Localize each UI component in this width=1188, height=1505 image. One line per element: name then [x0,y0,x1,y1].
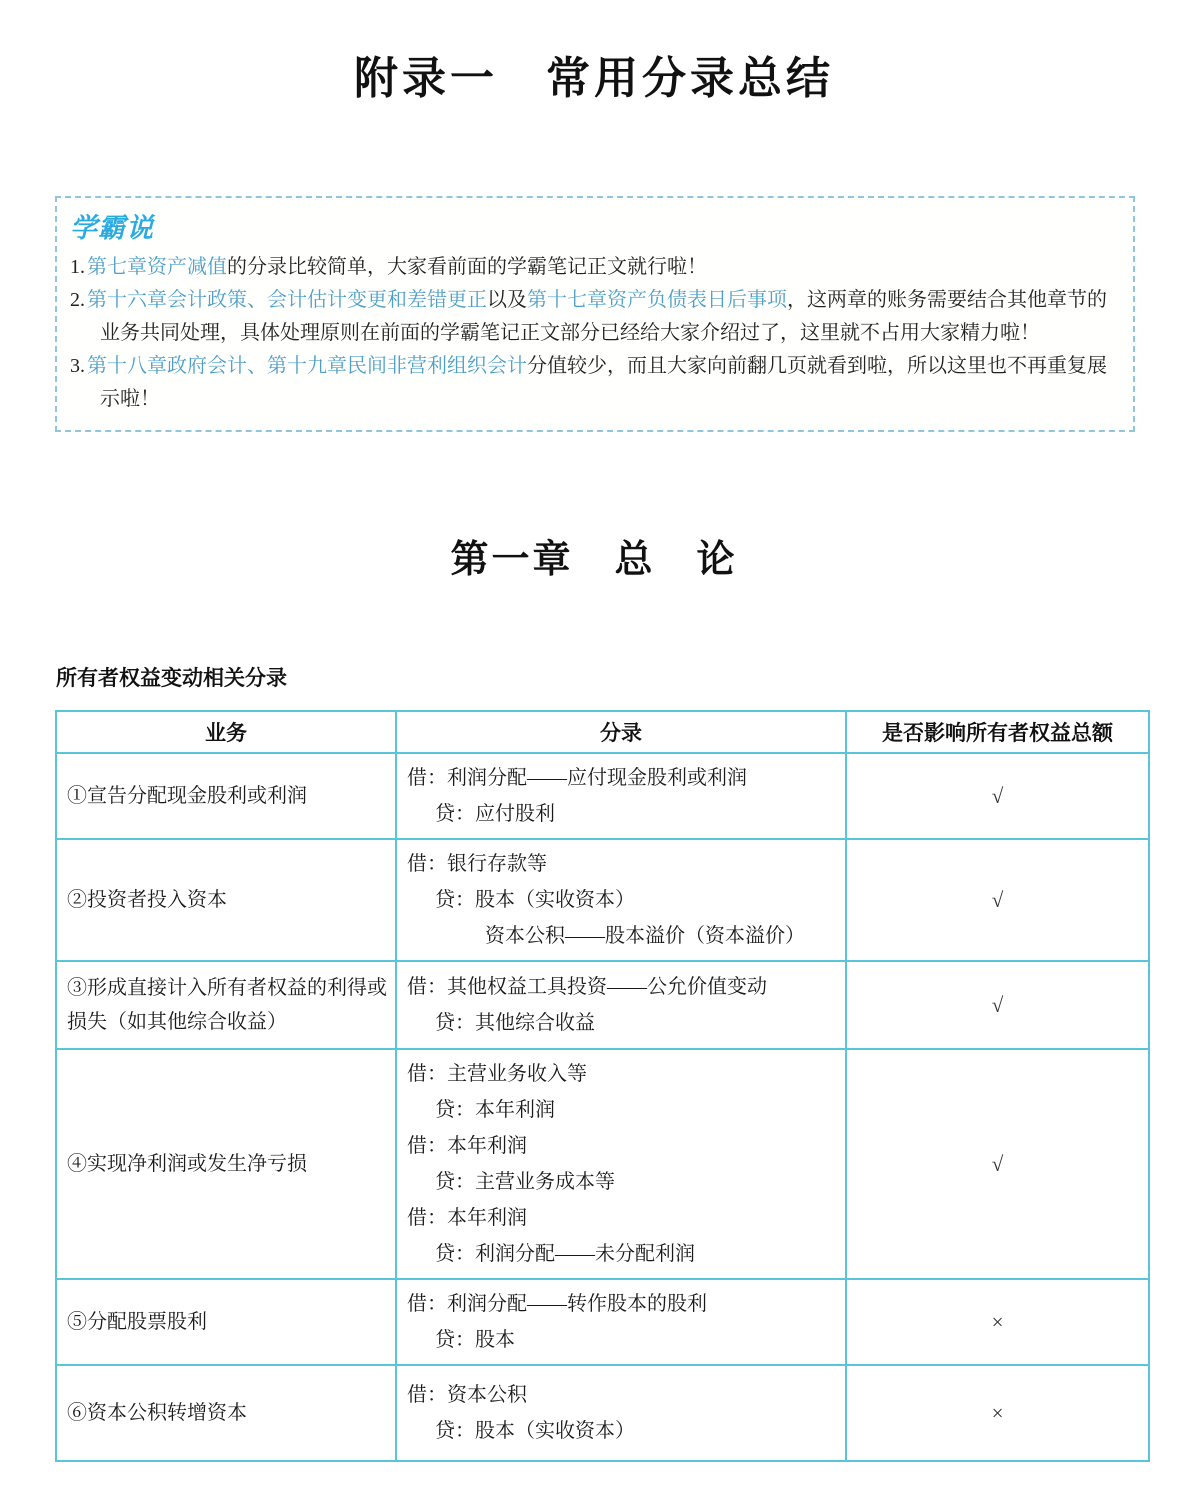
table-body [56,753,1149,1461]
business-cell: ①宣告分配现金股利或利润 [56,753,396,839]
journal-entry-line: 贷：股本（实收资本） [435,889,635,911]
column-header-business: 业务 [56,711,396,753]
callout-item [70,350,1117,416]
journal-entry-line: 借：利润分配——应付现金股利或利润 [407,767,747,789]
journal-entry-line: 贷：其他综合收益 [435,1012,595,1034]
journal-entry-line: 贷：股本 [435,1329,515,1351]
chapter-reference: 第十七章资产负债表日后事项 [527,289,787,311]
journal-entry-cell [396,1279,846,1365]
page-title: 附录一 常用分录总结 [354,54,834,103]
table-row [56,839,1149,961]
callout-item [70,284,1117,350]
affects-equity-cell: √ [846,961,1149,1049]
column-header-affects-equity: 是否影响所有者权益总额 [846,711,1149,753]
chapter-reference: 第十六章会计政策、会计估计变更和差错更正 [87,289,487,311]
study-tip-title: 学霸说 [70,213,154,243]
business-cell: ④实现净利润或发生净亏损 [56,1049,396,1279]
journal-entry-line: 贷：本年利润 [435,1099,555,1121]
journal-entry-line: 借：主营业务收入等 [407,1063,587,1085]
business-cell: ⑥资本公积转增资本 [56,1365,396,1461]
journal-entry-cell [396,1049,846,1279]
affects-equity-cell: √ [846,839,1149,961]
callout-text: 以及 [487,289,527,311]
journal-entry-line: 借：其他权益工具投资——公允价值变动 [407,976,767,998]
chapter-title: 第一章 总 论 [450,539,738,581]
journal-entry-cell [396,753,846,839]
callout-list [70,251,1117,416]
journal-entry-line: 借：银行存款等 [407,853,547,875]
journal-entry-line: 借：资本公积 [407,1384,527,1406]
affects-equity-cell: √ [846,1049,1149,1279]
table-header-row [56,711,1149,753]
table-section-heading: 所有者权益变动相关分录 [56,667,287,690]
journal-entries-table [55,710,1150,1462]
table-row [56,1365,1149,1461]
journal-entry-line: 借：本年利润 [407,1207,527,1229]
study-tip-box [55,196,1135,432]
affects-equity-cell: √ [846,753,1149,839]
callout-item-number: 1. [70,256,85,278]
journal-entry-line: 贷：应付股利 [435,803,555,825]
journal-entry-line: 贷：利润分配——未分配利润 [435,1243,695,1265]
business-cell: ③形成直接计入所有者权益的利得或损失（如其他综合收益） [56,961,396,1049]
journal-entry-cell [396,1365,846,1461]
chapter-reference: 第七章资产减值 [87,256,227,278]
journal-entry-cell [396,961,846,1049]
table-row [56,1279,1149,1365]
table-row [56,961,1149,1049]
callout-text: ，这两章的账务需要结合其他章节的业务共同处理，具体处理原则在前面的学霸笔记正文部分已经给大家介绍过了，这里就不占用大家精力啦！ [100,289,1107,344]
chapter-reference: 第十八章政府会计、第十九章民间非营利组织会计 [87,355,527,377]
journal-entry-line: 借：本年利润 [407,1135,527,1157]
affects-equity-cell: × [846,1279,1149,1365]
journal-entry-line: 贷：主营业务成本等 [435,1171,615,1193]
business-cell: ②投资者投入资本 [56,839,396,961]
journal-entry-line: 资本公积——股本溢价（资本溢价） [485,925,805,947]
column-header-journal-entry: 分录 [396,711,846,753]
callout-text: 的分录比较简单，大家看前面的学霸笔记正文就行啦！ [227,256,707,278]
journal-entry-line: 借：利润分配——转作股本的股利 [407,1293,707,1315]
callout-item-number: 2. [70,289,85,311]
affects-equity-cell: × [846,1365,1149,1461]
callout-item [70,251,1117,284]
callout-item-number: 3. [70,355,85,377]
callout-text: 分值较少，而且大家向前翻几页就看到啦，所以这里也不再重复展示啦！ [100,355,1107,410]
business-cell: ⑤分配股票股利 [56,1279,396,1365]
table-row [56,753,1149,839]
table-row [56,1049,1149,1279]
journal-entry-line: 贷：股本（实收资本） [435,1420,635,1442]
journal-entry-cell [396,839,846,961]
